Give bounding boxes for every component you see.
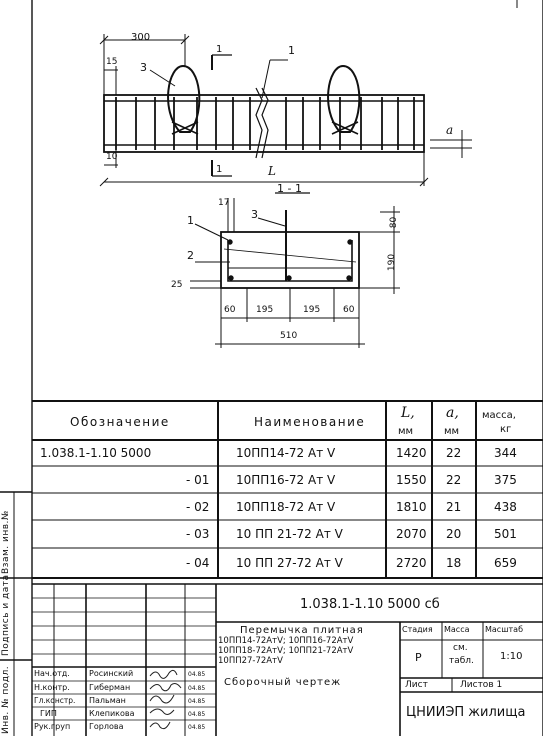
leader-1-section: 1: [187, 214, 194, 227]
staff-role: Нач.отд.: [34, 669, 70, 678]
scale-header: Масштаб: [485, 625, 524, 634]
row-name: 10ПП16-72 Ат V: [236, 473, 336, 487]
staff-name: Гиберман: [89, 683, 131, 692]
description-line: 10ПП14-72АтV; 10ПП16-72АтV: [218, 636, 354, 646]
staff-role: ГИП: [40, 709, 57, 718]
staff-role: Рук.груп: [34, 722, 71, 731]
staff-name: Клепикова: [89, 709, 135, 718]
sheet-header: Лист: [405, 680, 428, 690]
row-a: 22: [446, 473, 462, 487]
mass-header: Масса: [444, 625, 470, 634]
row-mass: 344: [494, 446, 517, 460]
row-name: 10 ПП 21-72 Ат V: [236, 527, 343, 541]
side-inv-replaced: Взам. инв.№: [1, 510, 11, 574]
description-line: 10ПП27-72АтV: [218, 656, 283, 666]
dim-17: 17: [218, 198, 230, 208]
row-L: 1810: [396, 500, 427, 514]
row-a: 22: [446, 446, 462, 460]
row-mass: 659: [494, 556, 517, 570]
cut-mark-bottom: 1: [216, 164, 223, 175]
leader-1-top: 1: [288, 44, 295, 57]
mass-value-1: см.: [453, 643, 468, 653]
header-name: Наименование: [254, 415, 366, 429]
organization: ЦНИИЭП жилища: [406, 705, 526, 720]
side-inv-original: Инв. № подл.: [1, 665, 11, 734]
description-title: Перемычка плитная: [240, 625, 364, 636]
dim-80: 80: [389, 216, 400, 229]
dim-60-left: 60: [224, 305, 236, 315]
staff-name: Росинский: [89, 669, 134, 678]
header-a: a,: [446, 405, 459, 421]
header-mass: масса,: [482, 410, 516, 421]
row-L: 1550: [396, 473, 427, 487]
row-L: 1420: [396, 446, 427, 460]
mass-value-2: табл.: [449, 656, 474, 666]
description-line: 10ПП18-72АтV; 10ПП21-72АтV: [218, 646, 354, 656]
row-a: 20: [446, 527, 462, 541]
side-signature-date: Подпись и дата: [1, 574, 11, 656]
header-mass-unit: кг: [500, 424, 512, 435]
section-title: 1 - 1: [277, 182, 302, 195]
staff-date: 04.85: [188, 698, 206, 705]
staff-date: 04.85: [188, 711, 206, 718]
staff-role: Гл.констр.: [34, 696, 76, 705]
cut-mark-top: 1: [216, 44, 223, 55]
dim-a: a: [446, 123, 454, 137]
row-designation: - 01: [186, 473, 210, 487]
sheets-header: Листов 1: [460, 680, 503, 690]
staff-date: 04.85: [188, 685, 206, 692]
staff-date: 04.85: [188, 671, 206, 678]
header-a-unit: мм: [444, 426, 460, 437]
row-designation: - 04: [186, 556, 210, 570]
dim-510: 510: [280, 331, 298, 341]
dim-25: 25: [171, 280, 183, 290]
header-L-unit: мм: [398, 426, 414, 437]
header-L: L,: [401, 405, 415, 421]
dim-195-right: 195: [303, 305, 321, 315]
leader-3-section: 3: [251, 208, 258, 221]
staff-role: Н.контр.: [34, 683, 70, 692]
row-name: 10 ПП 27-72 Ат V: [236, 556, 343, 570]
row-L: 2070: [396, 527, 427, 541]
dim-15: 15: [106, 57, 118, 67]
row-mass: 375: [494, 473, 517, 487]
row-designation: - 03: [186, 527, 210, 541]
row-a: 18: [446, 556, 462, 570]
dim-10: 10: [106, 152, 118, 162]
row-mass: 501: [494, 527, 517, 541]
row-designation: - 02: [186, 500, 210, 514]
dim-60-right: 60: [343, 305, 355, 315]
dim-190: 190: [387, 253, 398, 272]
dim-L: L: [268, 164, 276, 178]
row-designation: 1.038.1-1.10 5000: [40, 446, 152, 460]
document-code: 1.038.1-1.10 5000 сб: [300, 597, 440, 612]
leader-2-section: 2: [187, 249, 194, 262]
row-a: 21: [446, 500, 462, 514]
scale-value: 1:10: [500, 651, 523, 662]
row-name: 10ПП18-72 Ат V: [236, 500, 336, 514]
dim-300: 300: [131, 32, 151, 43]
staff-name: Пальман: [89, 696, 126, 705]
dim-195-left: 195: [256, 305, 274, 315]
leader-3-top: 3: [140, 61, 147, 74]
row-name: 10ПП14-72 Ат V: [236, 446, 336, 460]
header-designation: Обозначение: [70, 415, 170, 429]
row-L: 2720: [396, 556, 427, 570]
stage-header: Стадия: [402, 625, 433, 634]
row-mass: 438: [494, 500, 517, 514]
staff-date: 04.85: [188, 724, 206, 731]
stage-value: Р: [415, 651, 422, 664]
staff-name: Горлова: [89, 722, 124, 731]
drawing-type: Сборочный чертеж: [224, 677, 342, 688]
